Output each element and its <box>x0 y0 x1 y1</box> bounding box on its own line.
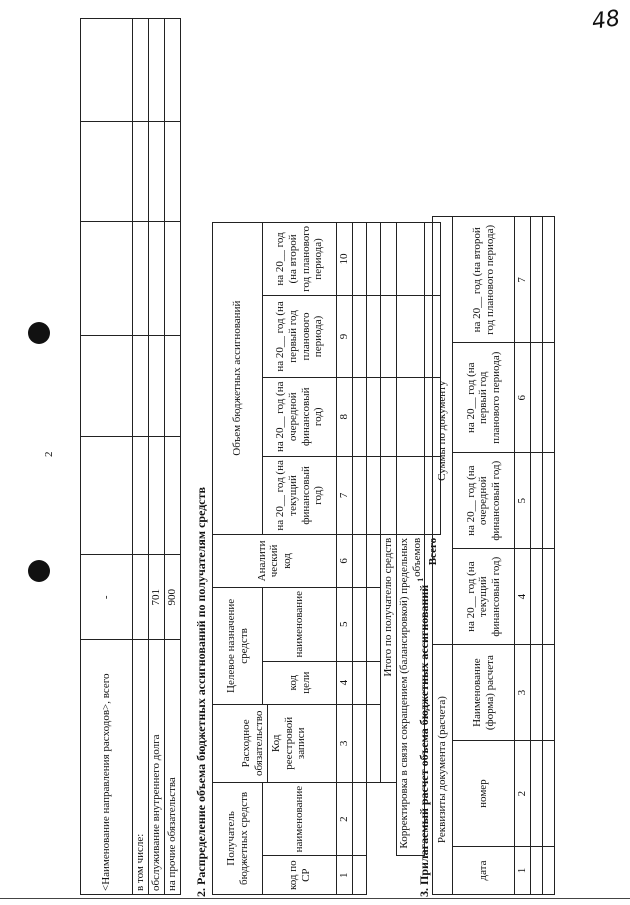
header-sums: Суммы по документу <box>433 217 453 645</box>
direction-total-label: <Наименование направления расходов>, всего <box>81 640 133 895</box>
col-num: 4 <box>515 549 531 645</box>
col-num: 8 <box>337 377 353 456</box>
including-label: в том числе: <box>133 640 149 895</box>
col-num: 9 <box>337 296 353 377</box>
col-num: 2 <box>337 782 353 855</box>
col-num: 1 <box>337 856 353 895</box>
handwritten-page-number: 48 <box>590 6 622 35</box>
distribution-table <box>212 11 441 895</box>
header-volume: Объем бюджетных ассигнований <box>213 222 263 534</box>
header-purpose: Целевое назначение средств <box>213 588 263 705</box>
col-num: 4 <box>337 661 353 704</box>
header-form-name: Наименование (форма) расчета <box>453 645 515 741</box>
header-registry-code <box>213 704 337 782</box>
debt-service-label: обслуживание внутреннего долга <box>149 640 165 895</box>
col-num: 10 <box>337 222 353 296</box>
header-year-second-plan: на 20__ год (на второй год планового периода) <box>263 222 337 296</box>
header-number: номер <box>453 741 515 847</box>
col-num: 3 <box>337 704 353 782</box>
header-recipient: Получатель бюджетных средств <box>213 782 263 894</box>
header-analytic-code: Аналити ческий код <box>213 534 337 587</box>
expense-directions-table <box>80 18 181 895</box>
col-num: 5 <box>337 588 353 661</box>
col-num: 7 <box>515 217 531 343</box>
section-2-title: 2. Распределение объема бюджетных ассигнований по получателям средств <box>194 486 208 897</box>
header-sum-first-plan: на 20__ год (на первый год планового периода) <box>453 343 515 453</box>
col-num: 7 <box>337 456 353 534</box>
header-sum-current: на 20__ год (на текущий финансовый год) <box>453 549 515 645</box>
header-requisites: Реквизиты документа (расчета) <box>433 645 453 895</box>
direction-total-code: - <box>81 555 133 640</box>
col-num: 6 <box>515 343 531 453</box>
header-year-next: на 20__ год (на очередной финансовый год) <box>263 377 337 456</box>
calculation-table <box>432 15 555 895</box>
header-purpose-code: код цели <box>263 661 337 704</box>
section-3-title <box>416 578 432 897</box>
other-obligations-code: 900 <box>165 555 181 640</box>
other-obligations-label: на прочие обязательства <box>165 640 181 895</box>
page-centre-number: 2 <box>43 451 55 457</box>
correction-label: Корректировка в связи сокращением (балансировкой) предельных объемов <box>397 534 425 856</box>
header-year-current: на 20__ год (на текущий финансовый год) <box>263 456 337 534</box>
col-num: 6 <box>337 534 353 587</box>
header-purpose-name: наименование <box>263 588 337 661</box>
col-num: 3 <box>515 645 531 741</box>
col-num: 5 <box>515 453 531 549</box>
header-code-sr: код по СР <box>263 856 337 895</box>
header-date: дата <box>453 847 515 895</box>
footnote-mark: 1 <box>416 577 425 582</box>
col-num: 2 <box>515 741 531 847</box>
header-obligation: Расходное обязательство <box>240 705 268 782</box>
including-code <box>133 555 149 640</box>
itogo-label: Итого по получателю средств <box>381 534 397 782</box>
header-recipient-name: наименование <box>263 782 337 855</box>
header-sum-second-plan: на 20__ год (на второй год планового периода) <box>453 217 515 343</box>
debt-service-code: 701 <box>149 555 165 640</box>
header-sum-next: на 20__ год (на очередной финансовый год) <box>453 453 515 549</box>
header-registry-code-label: Код реестровой записи <box>270 716 308 770</box>
section-3-title-text: 3. Прилагаемый расчет объема бюджетных ассигнований <box>417 584 431 897</box>
col-num: 1 <box>515 847 531 895</box>
header-year-first-plan: на 20__ год (на первый год планового периода) <box>263 296 337 377</box>
vsego-label: Всего <box>426 537 439 566</box>
